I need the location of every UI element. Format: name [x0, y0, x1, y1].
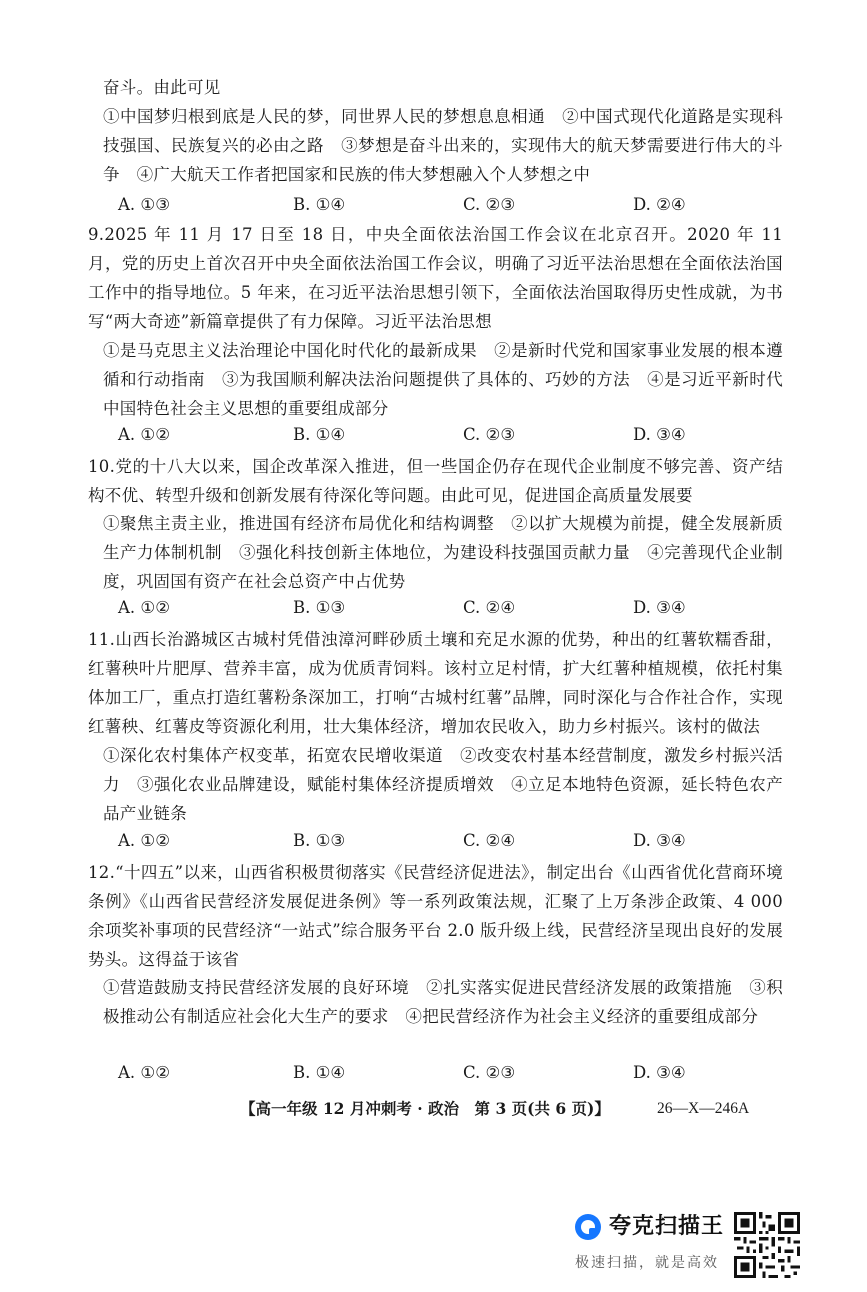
choice-c: C. ②③ — [463, 425, 516, 444]
brand-slogan: 极速扫描，就是高效 — [575, 1255, 719, 1271]
choice-a: A. ①② — [118, 1063, 170, 1082]
q9-stem — [88, 220, 783, 336]
q9-choices — [118, 422, 738, 448]
choice-d: D. ②④ — [633, 195, 686, 214]
choice-d: D. ③④ — [633, 1063, 686, 1082]
choice-b: B. ①④ — [293, 425, 346, 444]
question-text: 山西长治潞城区古城村凭借浊漳河畔砂质土壤和充足水源的优势，种出的红薯软糯香甜，红薯秧叶片肥厚、营养丰富，成为优质青饲料。该村立足村情，扩大红薯种植规模，依托村集体加工厂，重点打造红薯粉条深加工，打响“古城村红薯”品牌，同时深化与合作社合作，实现红薯秧、红薯皮等资源化利用，壮大集体经济，增加农民收入，助力乡村振兴。该村的做法 — [88, 630, 783, 736]
brand-name: 夸克扫描王 — [609, 1214, 725, 1239]
q10-stem — [88, 452, 783, 510]
scanner-watermark — [575, 1210, 735, 1280]
choice-b: B. ①③ — [293, 831, 346, 850]
choice-b: B. ①④ — [293, 195, 346, 214]
q11-stem — [88, 625, 783, 741]
choice-b: B. ①④ — [293, 1063, 346, 1082]
q12-stem — [88, 858, 783, 974]
q8-options: ①中国梦归根到底是人民的梦，同世界人民的梦想息息相通 ②中国式现代化道路是实现科技强国、民族复兴的必由之路 ③梦想是奋斗出来的，实现伟大的航天梦需要进行伟大的斗争 ④广大航天工作者把国家和民族的伟大梦想融入个人梦想之中 — [103, 107, 783, 184]
choice-a: A. ①② — [118, 831, 170, 850]
question-number: 9. — [88, 225, 105, 244]
choice-d: D. ③④ — [633, 831, 686, 850]
q8-stem-tail: 奋斗。由此可见 — [103, 78, 221, 97]
q8-choices — [118, 192, 738, 218]
choice-a: A. ①② — [118, 598, 170, 617]
q11-options: ①深化农村集体产权变革，拓宽农民增收渠道 ②改变农村基本经营制度，激发乡村振兴活力 ③强化农业品牌建设，赋能村集体经济提质增效 ④立足本地特色资源，延长特色农产品产业链条 — [103, 746, 783, 823]
question-text: “十四五”以来，山西省积极贯彻落实《民营经济促进法》，制定出台《山西省优化营商环境条例》《山西省民营经济发展促进条例》等一系列政策法规，汇聚了上万条涉企政策、4 000 余项奖补事项的民营经济“一站式”综合服务平台 2.0 版升级上线，民营经济呈现出良好的发展势头。这得益于该省 — [88, 863, 783, 969]
choice-c: C. ②③ — [463, 1063, 516, 1082]
q10-choices — [118, 595, 738, 621]
question-number: 12. — [88, 863, 116, 882]
question-text: 2025 年 11 月 17 日至 18 日，中央全面依法治国工作会议在北京召开。2020 年 11 月，党的历史上首次召开中央全面依法治国工作会议，明确了习近平法治思想在全面依法治国工作中的指导地位。5 年来，在习近平法治思想引领下，全面依法治国取得历史性成就，为书写“两大奇迹”新篇章提供了有力保障。习近平法治思想 — [88, 225, 783, 331]
choice-d: D. ③④ — [633, 598, 686, 617]
question-number: 10. — [88, 457, 116, 476]
q9-options: ①是马克思主义法治理论中国化时代化的最新成果 ②是新时代党和国家事业发展的根本遵循和行动指南 ③为我国顺利解决法治问题提供了具体的、巧妙的方法 ④是习近平新时代中国特色社会主义思想的重要组成部分 — [103, 341, 783, 418]
choice-c: C. ②④ — [463, 598, 516, 617]
choice-c: C. ②③ — [463, 195, 516, 214]
q12-choices — [118, 1060, 738, 1086]
footer-title: 【高一年级 12 月冲刺考 · 政治 第 3 页(共 6 页)】 — [240, 1099, 610, 1118]
choice-d: D. ③④ — [633, 425, 686, 444]
choice-b: B. ①③ — [293, 598, 346, 617]
question-text: 党的十八大以来，国企改革深入推进，但一些国企仍存在现代企业制度不够完善、资产结构不优、转型升级和创新发展有待深化等问题。由此可见，促进国企高质量发展要 — [88, 457, 783, 505]
q11-choices — [118, 828, 738, 854]
qr-code-icon — [734, 1212, 800, 1278]
q12-options: ①营造鼓励支持民营经济发展的良好环境 ②扎实落实促进民营经济发展的政策措施 ③积极推动公有制适应社会化大生产的要求 ④把民营经济作为社会主义经济的重要组成部分 — [103, 978, 783, 1026]
choice-c: C. ②④ — [463, 831, 516, 850]
quark-logo-icon — [575, 1214, 601, 1240]
choice-a: A. ①③ — [118, 195, 170, 214]
page-footer — [240, 1097, 800, 1121]
question-number: 11. — [88, 630, 116, 649]
q10-options: ①聚焦主责主业，推进国有经济布局优化和结构调整 ②以扩大规模为前提，健全发展新质生产力体制机制 ③强化科技创新主体地位，为建设科技强国贡献力量 ④完善现代企业制度，巩固国有资产在社会总资产中占优势 — [103, 514, 783, 591]
footer-code: 26—X—246A — [657, 1100, 750, 1117]
choice-a: A. ①② — [118, 425, 170, 444]
